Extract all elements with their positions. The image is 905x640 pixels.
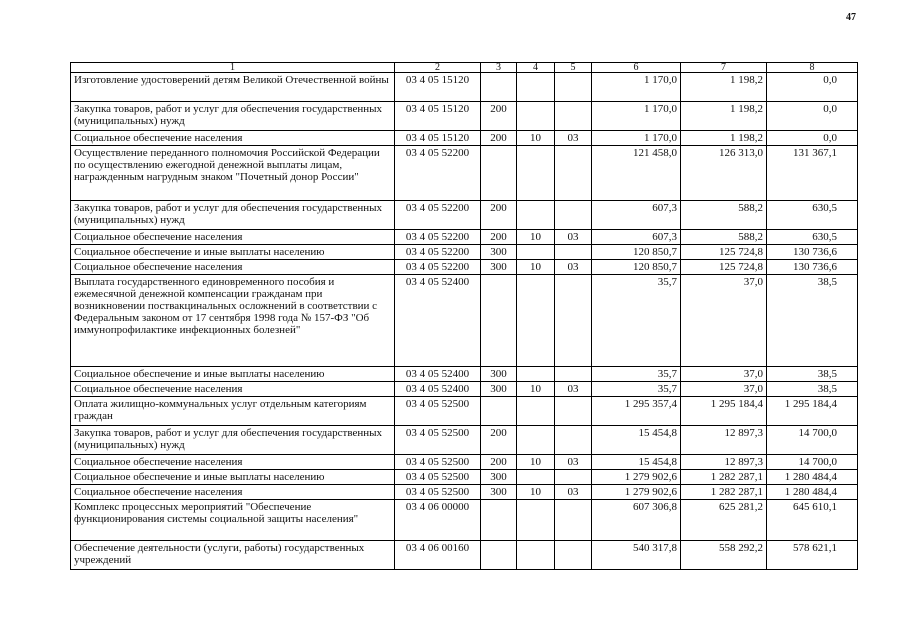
value-col8-cell: 645 610,1	[767, 500, 858, 541]
row-name-cell: Социальное обеспечение населения	[71, 260, 395, 275]
col3-cell: 300	[481, 485, 517, 500]
value-col6-cell: 1 170,0	[592, 131, 681, 146]
row-name-cell: Социальное обеспечение и иные выплаты населению	[71, 245, 395, 260]
col5-cell	[555, 500, 592, 541]
table-row	[71, 541, 858, 570]
col5-cell	[555, 541, 592, 570]
value-col8-cell: 0,0	[767, 73, 858, 102]
value-col6-cell: 15 454,8	[592, 426, 681, 455]
value-col7-cell: 1 198,2	[681, 73, 767, 102]
table-body	[71, 63, 858, 570]
value-col7-cell: 37,0	[681, 275, 767, 367]
row-name-cell: Закупка товаров, работ и услуг для обеспечения государственных (муниципальных) нужд	[71, 102, 395, 131]
row-name-cell: Закупка товаров, работ и услуг для обеспечения государственных (муниципальных) нужд	[71, 426, 395, 455]
value-col8-cell: 130 736,6	[767, 245, 858, 260]
table-row	[71, 146, 858, 201]
value-col8-cell: 0,0	[767, 131, 858, 146]
col3-cell	[481, 500, 517, 541]
header-cell: 6	[592, 63, 681, 73]
value-col8-cell: 14 700,0	[767, 455, 858, 470]
col4-cell	[517, 102, 555, 131]
col3-cell: 200	[481, 455, 517, 470]
code-cell: 03 4 06 00000	[395, 500, 481, 541]
col4-cell: 10	[517, 455, 555, 470]
col4-cell: 10	[517, 382, 555, 397]
value-col7-cell: 1 198,2	[681, 131, 767, 146]
col4-cell: 10	[517, 230, 555, 245]
code-cell: 03 4 05 15120	[395, 73, 481, 102]
value-col6-cell: 1 170,0	[592, 73, 681, 102]
table-row	[71, 455, 858, 470]
col5-cell	[555, 275, 592, 367]
header-cell: 3	[481, 63, 517, 73]
value-col8-cell: 38,5	[767, 367, 858, 382]
budget-table	[70, 62, 858, 570]
value-col7-cell: 12 897,3	[681, 455, 767, 470]
table-row	[71, 230, 858, 245]
table-row	[71, 485, 858, 500]
col5-cell	[555, 146, 592, 201]
table-row	[71, 201, 858, 230]
col3-cell: 200	[481, 201, 517, 230]
code-cell: 03 4 05 52200	[395, 260, 481, 275]
col4-cell	[517, 397, 555, 426]
col4-cell	[517, 470, 555, 485]
header-row	[71, 63, 858, 73]
table-row	[71, 500, 858, 541]
row-name-cell: Осуществление переданного полномочия Российской Федерации по осуществлению ежегодной денежной выплаты лицам, награжденным нагрудным знаком "Почетный донор России"	[71, 146, 395, 201]
header-cell: 5	[555, 63, 592, 73]
value-col6-cell: 121 458,0	[592, 146, 681, 201]
col4-cell: 10	[517, 485, 555, 500]
value-col7-cell: 1 282 287,1	[681, 470, 767, 485]
col5-cell: 03	[555, 485, 592, 500]
value-col7-cell: 1 282 287,1	[681, 485, 767, 500]
col5-cell	[555, 245, 592, 260]
code-cell: 03 4 05 52500	[395, 397, 481, 426]
code-cell: 03 4 05 15120	[395, 131, 481, 146]
col5-cell	[555, 426, 592, 455]
value-col7-cell: 1 198,2	[681, 102, 767, 131]
value-col6-cell: 607 306,8	[592, 500, 681, 541]
col4-cell	[517, 146, 555, 201]
value-col6-cell: 1 279 902,6	[592, 485, 681, 500]
row-name-cell: Социальное обеспечение населения	[71, 382, 395, 397]
row-name-cell: Выплата государственного единовременного пособия и ежемесячной денежной компенсации гражданам при возникновении поствакцинальных осложнений в соответствии с Федеральным законом от 17 сентября 1998 года № 157-ФЗ "Об иммунопрофилактике инфекционных болезней"	[71, 275, 395, 367]
code-cell: 03 4 05 52400	[395, 275, 481, 367]
table-row	[71, 367, 858, 382]
col5-cell: 03	[555, 455, 592, 470]
col4-cell	[517, 426, 555, 455]
col4-cell	[517, 201, 555, 230]
col5-cell: 03	[555, 230, 592, 245]
col3-cell: 200	[481, 426, 517, 455]
col3-cell: 300	[481, 245, 517, 260]
table-row	[71, 470, 858, 485]
value-col6-cell: 35,7	[592, 367, 681, 382]
col3-cell: 200	[481, 230, 517, 245]
header-cell: 2	[395, 63, 481, 73]
col3-cell: 300	[481, 367, 517, 382]
row-name-cell: Социальное обеспечение населения	[71, 131, 395, 146]
value-col8-cell: 38,5	[767, 275, 858, 367]
value-col6-cell: 35,7	[592, 382, 681, 397]
col5-cell: 03	[555, 382, 592, 397]
value-col8-cell: 130 736,6	[767, 260, 858, 275]
value-col8-cell: 630,5	[767, 230, 858, 245]
col4-cell	[517, 245, 555, 260]
value-col6-cell: 1 295 357,4	[592, 397, 681, 426]
value-col7-cell: 125 724,8	[681, 245, 767, 260]
col3-cell	[481, 541, 517, 570]
code-cell: 03 4 05 52200	[395, 230, 481, 245]
col4-cell	[517, 367, 555, 382]
value-col7-cell: 125 724,8	[681, 260, 767, 275]
col4-cell	[517, 500, 555, 541]
value-col8-cell: 0,0	[767, 102, 858, 131]
value-col6-cell: 607,3	[592, 201, 681, 230]
value-col8-cell: 578 621,1	[767, 541, 858, 570]
table-row	[71, 73, 858, 102]
row-name-cell: Изготовление удостоверений детям Великой Отечественной войны	[71, 73, 395, 102]
col3-cell: 300	[481, 382, 517, 397]
col5-cell	[555, 397, 592, 426]
table-row	[71, 275, 858, 367]
value-col6-cell: 120 850,7	[592, 260, 681, 275]
value-col7-cell: 588,2	[681, 201, 767, 230]
value-col8-cell: 630,5	[767, 201, 858, 230]
row-name-cell: Социальное обеспечение населения	[71, 455, 395, 470]
value-col7-cell: 37,0	[681, 367, 767, 382]
col3-cell	[481, 73, 517, 102]
table-row	[71, 245, 858, 260]
col3-cell	[481, 275, 517, 367]
col3-cell: 200	[481, 102, 517, 131]
code-cell: 03 4 05 52500	[395, 455, 481, 470]
col3-cell: 300	[481, 260, 517, 275]
value-col8-cell: 14 700,0	[767, 426, 858, 455]
col4-cell	[517, 275, 555, 367]
page-number: 47	[846, 12, 856, 23]
col4-cell: 10	[517, 260, 555, 275]
code-cell: 03 4 05 52400	[395, 382, 481, 397]
value-col8-cell: 38,5	[767, 382, 858, 397]
col5-cell	[555, 367, 592, 382]
header-cell: 4	[517, 63, 555, 73]
row-name-cell: Социальное обеспечение и иные выплаты населению	[71, 367, 395, 382]
value-col6-cell: 15 454,8	[592, 455, 681, 470]
value-col7-cell: 625 281,2	[681, 500, 767, 541]
header-cell: 8	[767, 63, 858, 73]
value-col6-cell: 35,7	[592, 275, 681, 367]
col4-cell	[517, 73, 555, 102]
row-name-cell: Закупка товаров, работ и услуг для обеспечения государственных (муниципальных) нужд	[71, 201, 395, 230]
table-row	[71, 131, 858, 146]
value-col8-cell: 1 295 184,4	[767, 397, 858, 426]
col4-cell: 10	[517, 131, 555, 146]
col3-cell	[481, 146, 517, 201]
value-col8-cell: 1 280 484,4	[767, 470, 858, 485]
value-col6-cell: 607,3	[592, 230, 681, 245]
col5-cell	[555, 73, 592, 102]
value-col6-cell: 1 170,0	[592, 102, 681, 131]
col3-cell: 200	[481, 131, 517, 146]
col3-cell	[481, 397, 517, 426]
col5-cell	[555, 201, 592, 230]
code-cell: 03 4 05 52500	[395, 485, 481, 500]
col3-cell: 300	[481, 470, 517, 485]
row-name-cell: Социальное обеспечение и иные выплаты населению	[71, 470, 395, 485]
value-col6-cell: 540 317,8	[592, 541, 681, 570]
code-cell: 03 4 05 52200	[395, 146, 481, 201]
table-row	[71, 102, 858, 131]
table-row	[71, 397, 858, 426]
value-col7-cell: 12 897,3	[681, 426, 767, 455]
code-cell: 03 4 05 52500	[395, 426, 481, 455]
code-cell: 03 4 05 52500	[395, 470, 481, 485]
table-row	[71, 382, 858, 397]
code-cell: 03 4 05 52400	[395, 367, 481, 382]
row-name-cell: Социальное обеспечение населения	[71, 230, 395, 245]
col5-cell: 03	[555, 131, 592, 146]
value-col8-cell: 131 367,1	[767, 146, 858, 201]
row-name-cell: Социальное обеспечение населения	[71, 485, 395, 500]
value-col6-cell: 120 850,7	[592, 245, 681, 260]
code-cell: 03 4 05 52200	[395, 245, 481, 260]
value-col7-cell: 37,0	[681, 382, 767, 397]
code-cell: 03 4 06 00160	[395, 541, 481, 570]
value-col8-cell: 1 280 484,4	[767, 485, 858, 500]
code-cell: 03 4 05 15120	[395, 102, 481, 131]
col5-cell	[555, 470, 592, 485]
header-cell: 7	[681, 63, 767, 73]
value-col7-cell: 126 313,0	[681, 146, 767, 201]
value-col7-cell: 1 295 184,4	[681, 397, 767, 426]
row-name-cell: Обеспечение деятельности (услуги, работы) государственных учреждений	[71, 541, 395, 570]
table-row	[71, 426, 858, 455]
col5-cell: 03	[555, 260, 592, 275]
value-col7-cell: 558 292,2	[681, 541, 767, 570]
value-col7-cell: 588,2	[681, 230, 767, 245]
row-name-cell: Оплата жилищно-коммунальных услуг отдельным категориям граждан	[71, 397, 395, 426]
col5-cell	[555, 102, 592, 131]
code-cell: 03 4 05 52200	[395, 201, 481, 230]
table-row	[71, 260, 858, 275]
value-col6-cell: 1 279 902,6	[592, 470, 681, 485]
row-name-cell: Комплекс процессных мероприятий "Обеспечение функционирования системы социальной защиты населения"	[71, 500, 395, 541]
col4-cell	[517, 541, 555, 570]
header-cell: 1	[71, 63, 395, 73]
